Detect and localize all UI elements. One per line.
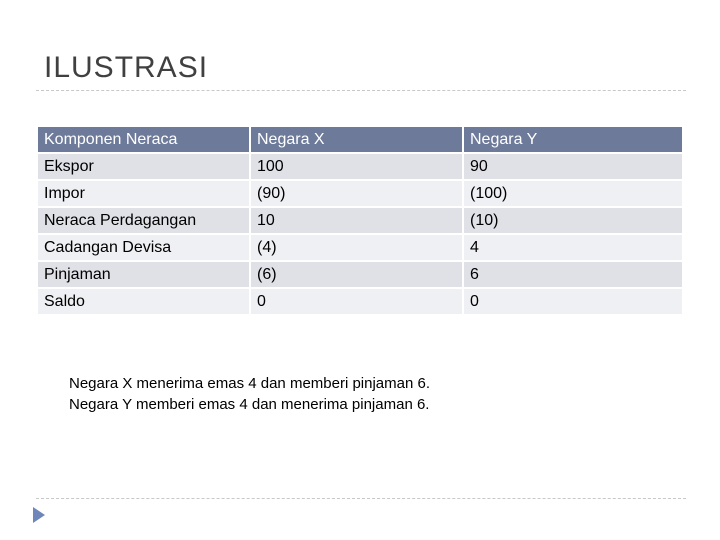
- table-cell: 0: [251, 289, 462, 314]
- footer-divider: [36, 498, 686, 499]
- table-cell: (100): [464, 181, 682, 206]
- table-cell: (10): [464, 208, 682, 233]
- table-cell: Impor: [38, 181, 249, 206]
- table-cell: Ekspor: [38, 154, 249, 179]
- table-row: [38, 289, 682, 314]
- table-row: [38, 181, 682, 206]
- header-cell: Komponen Neraca: [38, 127, 249, 152]
- table-row: [38, 235, 682, 260]
- table-cell: 0: [464, 289, 682, 314]
- table-row: [38, 262, 682, 287]
- header-cell: Negara X: [251, 127, 462, 152]
- title-divider: [36, 90, 686, 91]
- table-cell: (90): [251, 181, 462, 206]
- table-cell: (6): [251, 262, 462, 287]
- table-cell: (4): [251, 235, 462, 260]
- table-cell: Neraca Perdagangan: [38, 208, 249, 233]
- table-cell: 100: [251, 154, 462, 179]
- table-row: [38, 154, 682, 179]
- header-cell: Negara Y: [464, 127, 682, 152]
- note-line: Negara Y memberi emas 4 dan menerima pinjaman 6.: [69, 396, 430, 413]
- table-cell: 90: [464, 154, 682, 179]
- slide-title: ILUSTRASI: [44, 51, 209, 84]
- balance-table: [36, 125, 684, 316]
- table-cell: 10: [251, 208, 462, 233]
- explanation-text: [69, 373, 430, 415]
- table-cell: 4: [464, 235, 682, 260]
- note-line: Negara X menerima emas 4 dan memberi pinjaman 6.: [69, 375, 431, 392]
- table-cell: 6: [464, 262, 682, 287]
- table-row: [38, 208, 682, 233]
- play-arrow-icon[interactable]: [33, 507, 45, 523]
- table-cell: Saldo: [38, 289, 249, 314]
- table-cell: Pinjaman: [38, 262, 249, 287]
- table-cell: Cadangan Devisa: [38, 235, 249, 260]
- table-header-row: [38, 127, 682, 152]
